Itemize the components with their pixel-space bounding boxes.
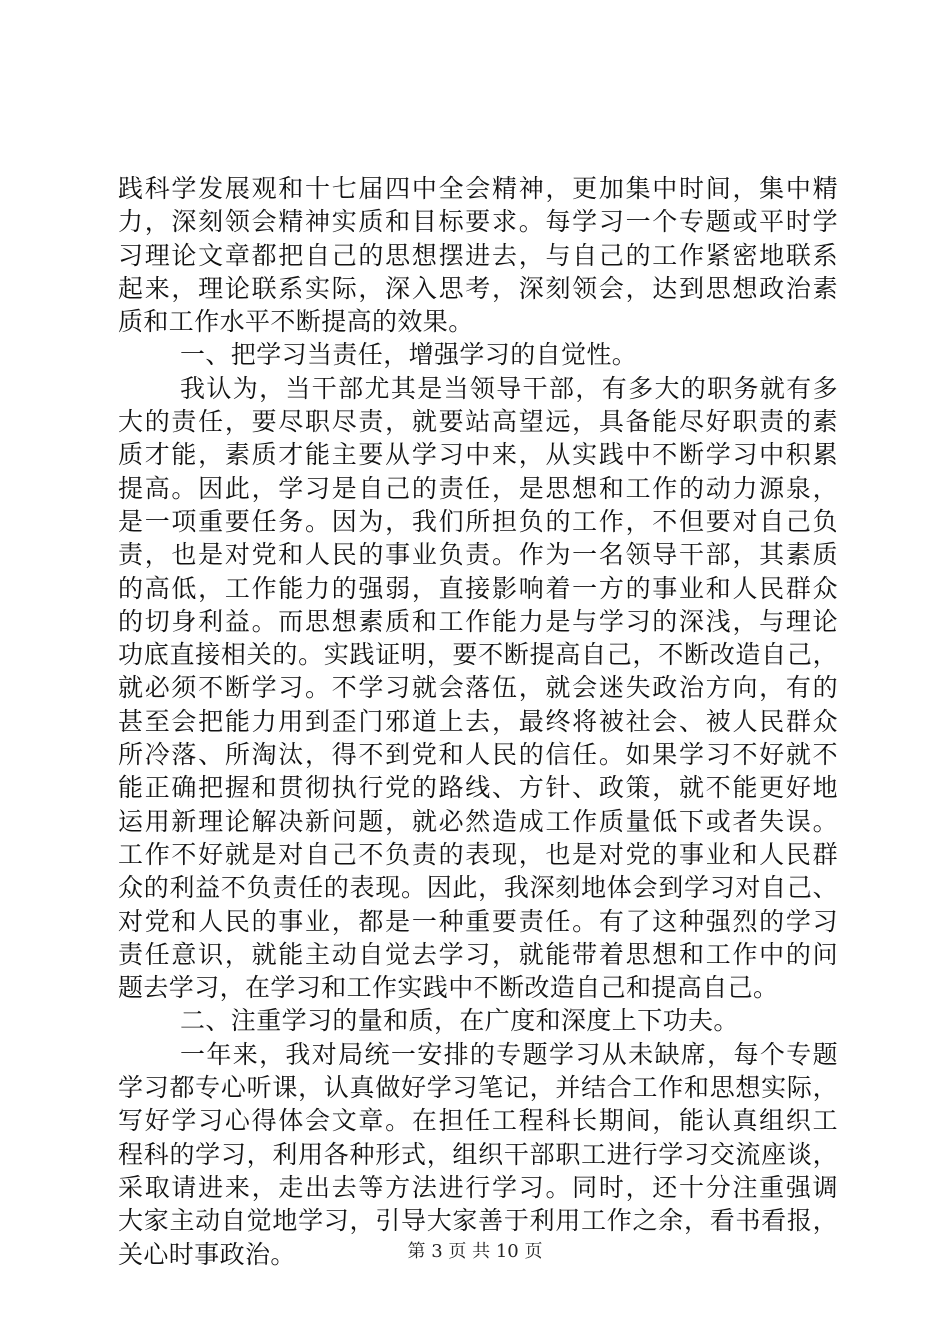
text-line: 责任意识，就能主动自觉去学习，就能带着思想和工作中的问 — [118, 939, 838, 969]
text-line: 大家主动自觉地学习，引导大家善于利用工作之余，看书看报， — [118, 1206, 838, 1236]
paragraph — [118, 1004, 838, 1037]
paragraph — [118, 338, 838, 371]
text-line: 题去学习，在学习和工作实践中不断改造自己和提高自己。 — [118, 973, 779, 1003]
text-line: 采取请进来，走出去等方法进行学习。同时，还十分注重强调 — [118, 1172, 838, 1202]
paragraph — [118, 172, 838, 338]
text-line: 关心时事政治。 — [118, 1239, 296, 1269]
text-line: 一、把学习当责任，增强学习的自觉性。 — [180, 340, 638, 370]
text-line: 的切身利益。而思想素质和工作能力是与学习的深浅，与理论 — [118, 606, 838, 636]
paragraph — [118, 372, 838, 1005]
text-line: 功底直接相关的。实践证明，要不断提高自己，不断改造自己， — [118, 640, 838, 670]
text-line: 提高。因此，学习是自己的责任，是思想和工作的动力源泉， — [118, 473, 838, 503]
text-line: 学习都专心听课，认真做好学习笔记，并结合工作和思想实际， — [118, 1073, 838, 1103]
text-line: 是一项重要任务。因为，我们所担负的工作，不但要对自己负 — [118, 506, 838, 536]
text-line: 写好学习心得体会文章。在担任工程科长期间，能认真组织工 — [118, 1106, 838, 1136]
text-line: 我认为，当干部尤其是当领导干部，有多大的职务就有多 — [180, 373, 838, 403]
text-line: 的高低，工作能力的强弱，直接影响着一方的事业和人民群众 — [118, 573, 838, 603]
text-line: 践科学发展观和十七届四中全会精神，更加集中时间，集中精 — [118, 174, 838, 203]
text-line: 大的责任，要尽职尽责，就要站高望远，具备能尽好职责的素 — [118, 407, 838, 437]
page-footer: 第 3 页 共 10 页 — [407, 1241, 543, 1262]
text-line: 程科的学习，利用各种形式，组织干部职工进行学习交流座谈， — [118, 1139, 838, 1169]
text-line: 力，深刻领会精神实质和目标要求。每学习一个专题或平时学 — [118, 207, 838, 237]
text-line: 习理论文章都把自己的思想摆进去，与自己的工作紧密地联系 — [118, 240, 838, 270]
text-line: 质和工作水平不断提高的效果。 — [118, 307, 474, 337]
text-line: 运用新理论解决新问题，就必然造成工作质量低下或者失误。 — [118, 806, 838, 836]
text-line: 对党和人民的事业，都是一种重要责任。有了这种强烈的学习 — [118, 906, 838, 936]
text-line: 一年来，我对局统一安排的专题学习从未缺席，每个专题 — [180, 1039, 838, 1069]
text-line: 工作不好就是对自己不负责的表现，也是对党的事业和人民群 — [118, 839, 838, 869]
text-line: 甚至会把能力用到歪门邪道上去，最终将被社会、被人民群众 — [118, 706, 838, 736]
paragraph — [118, 1038, 838, 1271]
text-line: 二、注重学习的量和质，在广度和深度上下功夫。 — [180, 1006, 739, 1036]
text-line: 众的利益不负责任的表现。因此，我深刻地体会到学习对自己、 — [118, 873, 838, 903]
text-line: 能正确把握和贯彻执行党的路线、方针、政策，就不能更好地 — [118, 773, 838, 803]
text-line: 责，也是对党和人民的事业负责。作为一名领导干部，其素质 — [118, 540, 838, 570]
text-line: 所冷落、所淘汰，得不到党和人民的信任。如果学习不好就不 — [118, 740, 838, 770]
text-line: 质才能，素质才能主要从学习中来，从实践中不断学习中积累 — [118, 440, 838, 470]
text-line: 就必须不断学习。不学习就会落伍，就会迷失政治方向，有的 — [118, 673, 838, 703]
document-body — [118, 172, 838, 1271]
text-line: 起来，理论联系实际，深入思考，深刻领会，达到思想政治素 — [118, 273, 838, 303]
